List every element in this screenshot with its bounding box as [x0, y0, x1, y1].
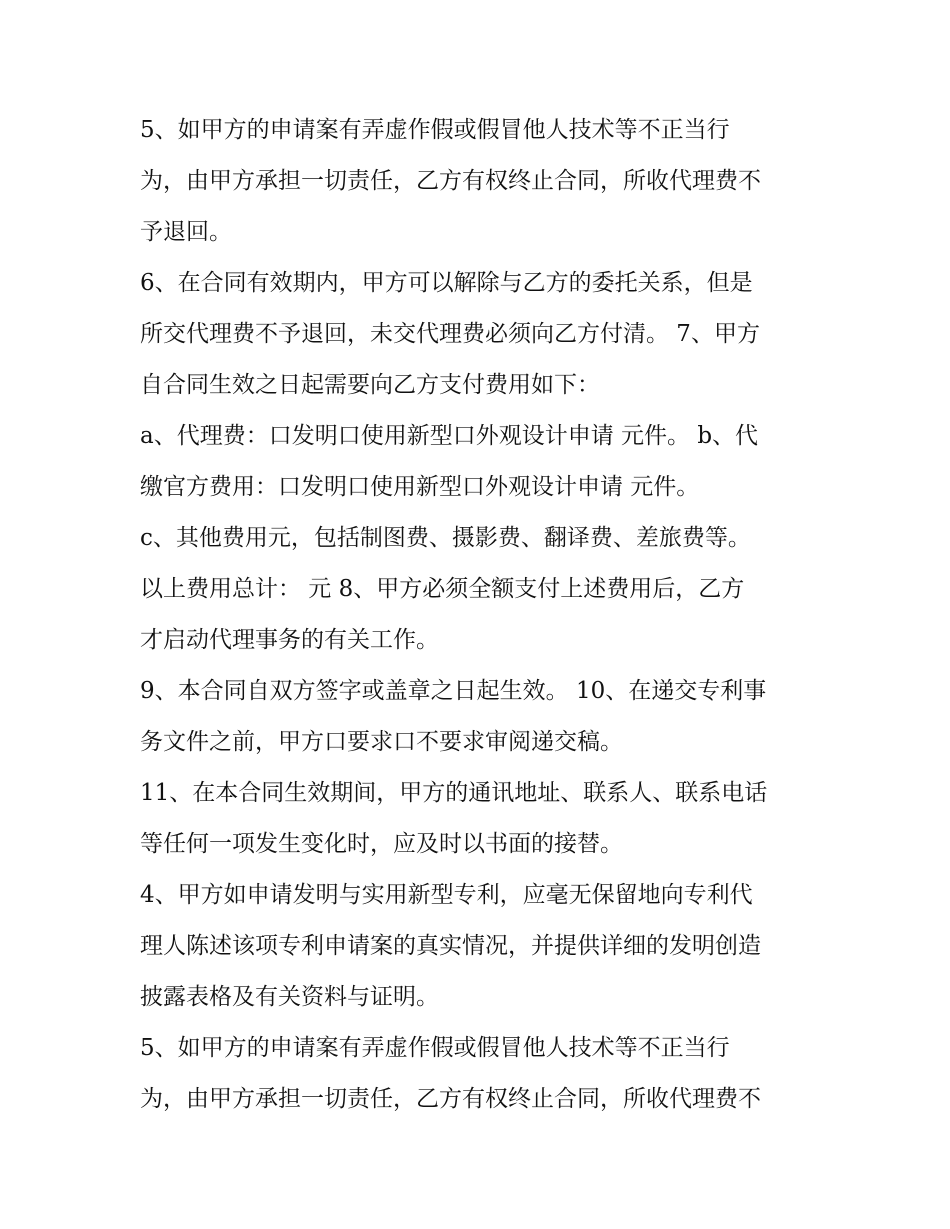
- text-line: 为，由甲方承担一切责任，乙方有权终止合同，所收代理费不: [140, 168, 761, 194]
- text-line: 以上费用总计： 元 8、甲方必须全额支付上述费用后，乙方: [140, 576, 745, 602]
- text-line: 11、在本合同生效期间，甲方的通讯地址、联系人、联系电话: [140, 780, 768, 806]
- text-line: 6、在合同有效期内，甲方可以解除与乙方的委托关系，但是: [140, 270, 753, 296]
- text-line: 4、甲方如申请发明与实用新型专利，应毫无保留地向专利代: [140, 882, 753, 908]
- text-line: 9、本合同自双方签字或盖章之日起生效。 10、在递交专利事: [140, 678, 767, 704]
- text-line: 缴官方费用：口发明口使用新型口外观设计申请 元件。: [140, 474, 700, 500]
- text-line: 理人陈述该项专利申请案的真实情况，并提供详细的发明创造: [140, 933, 761, 959]
- text-line: 务文件之前，甲方口要求口不要求审阅递交稿。: [140, 729, 623, 755]
- text-line: 自合同生效之日起需要向乙方支付费用如下：: [140, 372, 600, 398]
- text-line: 所交代理费不予退回，未交代理费必须向乙方付清。 7、甲方: [140, 321, 760, 347]
- text-line: 为，由甲方承担一切责任，乙方有权终止合同，所收代理费不: [140, 1086, 761, 1112]
- text-line: 予退回。: [140, 219, 232, 245]
- text-line: a、代理费：口发明口使用新型口外观设计申请 元件。 b、代: [140, 423, 759, 449]
- text-line: 5、如甲方的申请案有弄虚作假或假冒他人技术等不正当行: [140, 117, 730, 143]
- text-line: 5、如甲方的申请案有弄虚作假或假冒他人技术等不正当行: [140, 1035, 730, 1061]
- text-line: 披露表格及有关资料与证明。: [140, 984, 439, 1010]
- text-line: 才启动代理事务的有关工作。: [140, 627, 439, 653]
- text-line: 等任何一项发生变化时，应及时以书面的接替。: [140, 831, 623, 857]
- text-line: c、其他费用元，包括制图费、摄影费、翻译费、差旅费等。: [140, 525, 751, 551]
